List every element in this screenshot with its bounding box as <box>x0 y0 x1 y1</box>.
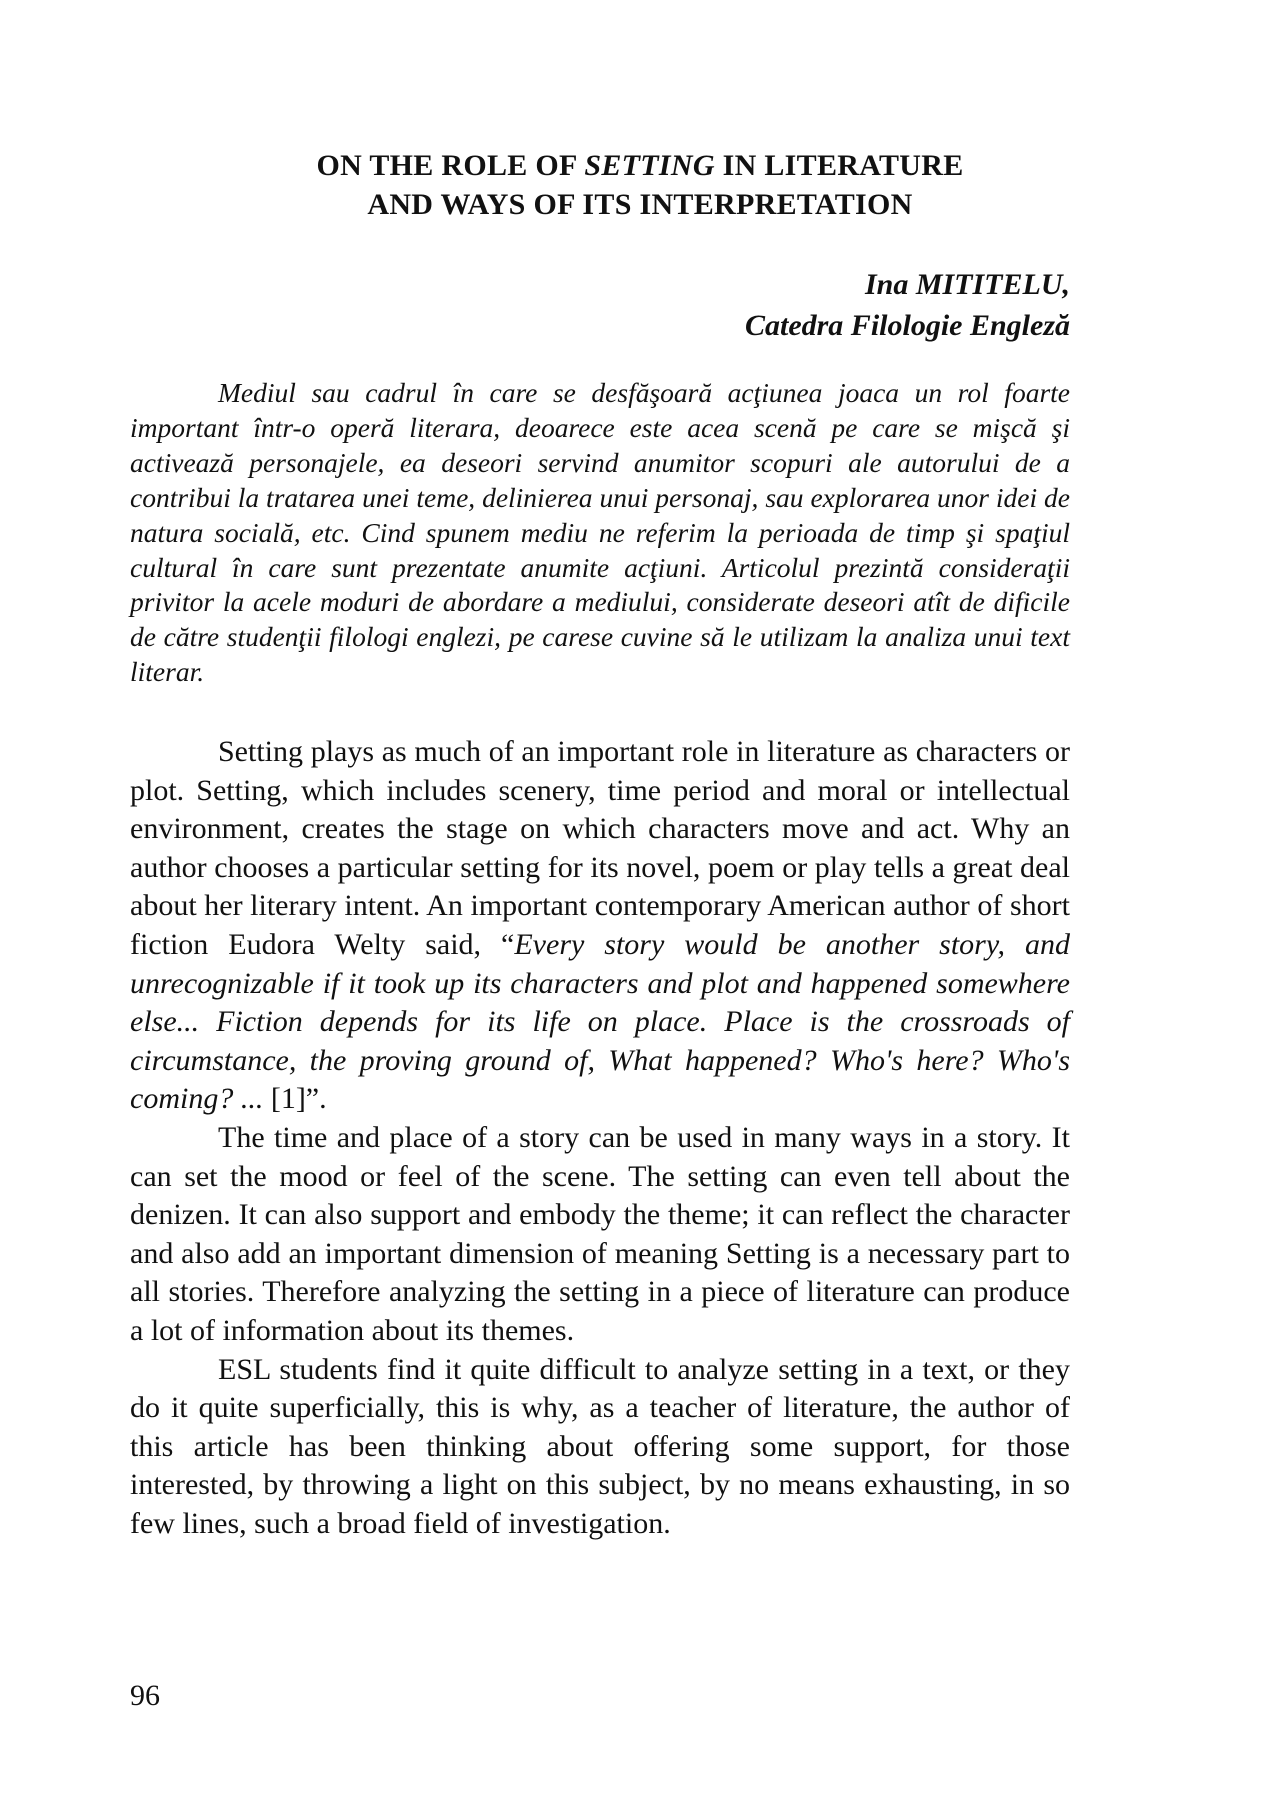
title-line-1-end: IN LITERATURE <box>714 149 964 182</box>
body-paragraph-1-text: Setting plays as much of an important role in literature as characters or plot. Setting, which includes scenery, time period and moral or intellectual environment, creates the stage on which characters move and act. Why an author chooses a particular setting for its novel, poem or play tells a great deal about her literary intent. An important contemporary American author of short fiction Eudora Welty said, “ <box>130 735 1070 961</box>
article-body <box>130 733 1070 1543</box>
title-line-1 <box>130 146 1150 185</box>
article-title <box>130 146 1150 224</box>
title-line-1-start: ON THE ROLE OF <box>316 149 585 182</box>
citation-reference: [1]”. <box>263 1082 327 1116</box>
author-name: Ina MITITELU, <box>864 268 1070 301</box>
body-paragraph-1 <box>130 733 1070 1119</box>
page-number: 96 <box>130 1679 160 1712</box>
author-block <box>745 264 1070 346</box>
body-paragraph-3: ESL students find it quite difficult to analyze setting in a text, or they do it quite superficially, this is why, as a teacher of literature, the author of this article has been thinking about offering some support, for those interested, by throwing a light on this subject, by no means exhausting, in so few lines, such a broad field of investigation. <box>130 1352 1070 1540</box>
author-department: Catedra Filologie Engleză <box>744 309 1070 342</box>
title-italic-word: SETTING <box>584 149 715 182</box>
body-paragraph-2: The time and place of a story can be used in many ways in a story. It can set the mood or feel of the scene. The setting can even tell about the denizen. It can also support and embody the theme; it can reflect the character and also add an important dimension of meaning Setting is a necessary part to all stories. Therefore analyzing the setting in a piece of literature can produce a lot of information about its themes. <box>130 1120 1070 1347</box>
abstract-paragraph: Mediul sau cadrul în care se desfăşoară acţiunea joaca un rol foarte important într-o operă literara, deoarece este acea scenă pe care se mişcă şi activează personajele, ea deseori servind anumitor scopuri ale autorului de a contribui la tratarea unei teme, delinierea unui personaj, sau explorarea unor idei de natura socială, etc. Cind spunem mediu ne referim la perioada de timp şi spaţiul cultural în care sunt prezentate anumite acţiuni. Articolul prezintă consideraţii privitor la acele moduri de abordare a mediului, considerate deseori atît de dificile de către studenţii filologi englezi, pe carese cuvine să le utilizam la analiza unui text literar. <box>130 377 1070 688</box>
title-line-2: AND WAYS OF ITS INTERPRETATION <box>367 188 913 221</box>
welty-quote: Every story would be another story, and unrecognizable if it took up its characters and plot and happened somewhere else... Fiction depends for its life on place. Place is the crossroads of circumstance, the proving ground of, What happened? Who's here? Who's coming? ... <box>130 927 1070 1116</box>
